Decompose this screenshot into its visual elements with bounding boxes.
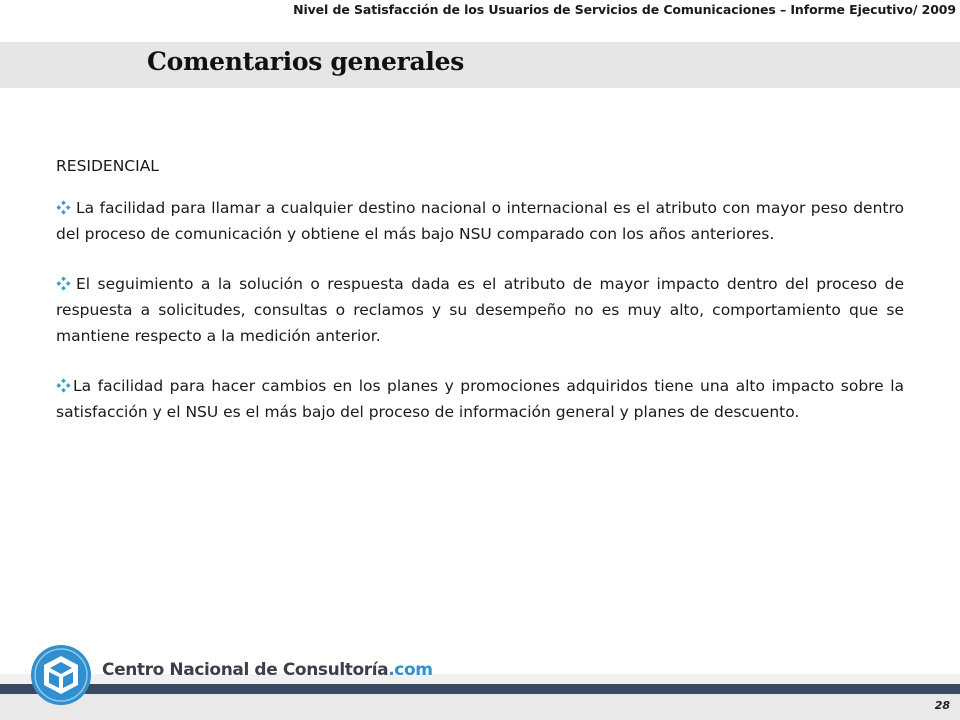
brand-suffix-text: .com [388,660,433,680]
section-label: RESIDENCIAL [56,157,159,175]
brand-name-text: Centro Nacional de Consultoría [102,660,389,680]
diamond-bullet-icon [56,200,71,215]
diamond-bullet-icon [56,378,71,393]
bullet-text: El seguimiento a la solución o respuesta dada es el atributo de mayor impacto dentro del proceso de respuesta a solicitudes, consultas o reclamos y su desempeño no es muy alto, comportamiento que se mantiene respecto a la medición anterior. [56,275,904,345]
slide-content [56,153,904,449]
slide-title: Comentarios generales [147,47,464,76]
bullet-text: La facilidad para llamar a cualquier destino nacional o internacional es el atributo con mayor peso dentro del proceso de comunicación y obtiene el más bajo NSU comparado con los años anteriores. [56,199,904,243]
diamond-bullet-icon [56,276,71,291]
bullet-text: La facilidad para hacer cambios en los planes y promociones adquiridos tiene una alto impacto sobre la satisfacción y el NSU es el más bajo del proceso de información general y planes de descuento. [56,377,904,421]
company-brand-name [102,660,433,680]
title-band [0,42,960,88]
company-logo-icon [30,644,92,706]
footer-bar [0,684,960,694]
report-header-title: Nivel de Satisfacción de los Usuarios de Servicios de Comunicaciones – Informe Ejecutivo/ 2009 [293,2,956,17]
bullet-paragraph-1 [56,195,904,247]
bullet-paragraph-3 [56,373,904,425]
page-number: 28 [934,699,950,712]
footer-band [0,694,960,720]
bullet-paragraph-2 [56,271,904,349]
